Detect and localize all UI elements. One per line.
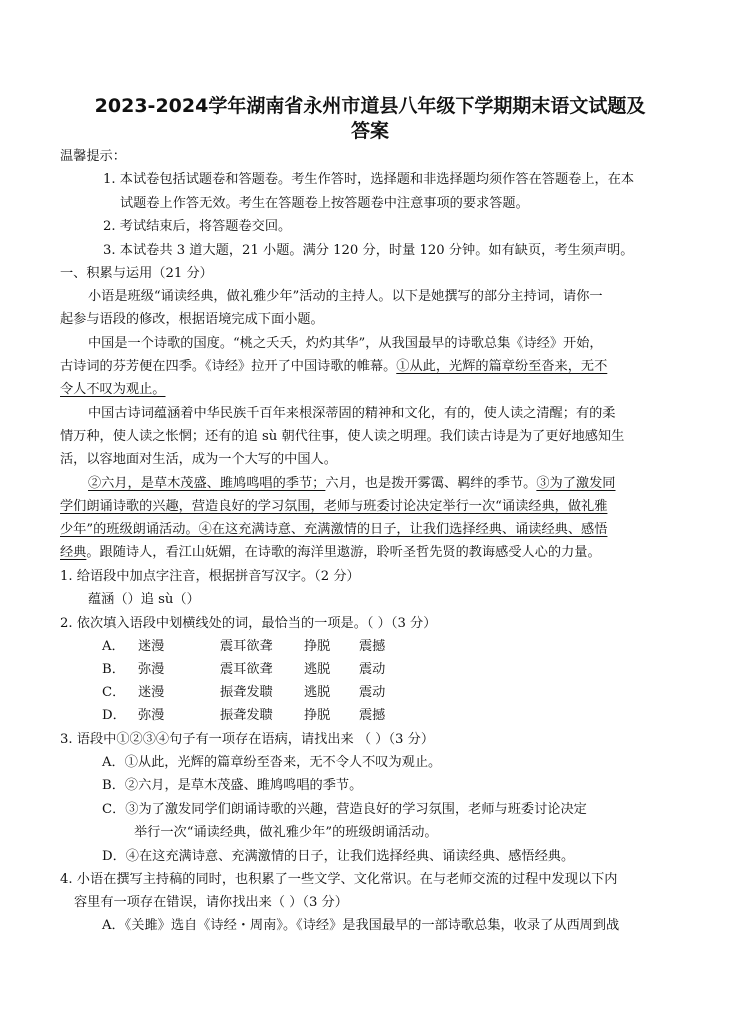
tips-heading: 温馨提示： <box>60 149 126 164</box>
sentence-4-underlined: 经典 <box>60 545 87 560</box>
passage-p2-line-2: 情万种，使人读之怅惘；还有的追 sù 朝代往事，使人读之明理。我们读古诗是为了更好地感知生 <box>60 429 625 444</box>
q3-option-c-line-2: 举行一次“诵读经典，做礼雅少年”的班级朗诵活动。 <box>134 825 438 840</box>
passage-p2-line-1: 中国古诗词蕴涵着中华民族千百年来根深蒂固的精神和文化，有的，使人读之清醒；有的柔 <box>88 406 616 421</box>
question-4-line-2: 容里有一项存在错误，请你找出来（ ）（3 分） <box>74 895 348 910</box>
passage-p1-line-2 <box>60 355 607 379</box>
question-4-line-1: 4. 小语在撰写主持稿的同时，也积累了一些文学、文化常识。在与老师交流的过程中发现以下内 <box>60 872 618 887</box>
sentence-2-underlined: ②六月，是草木茂盛、雎鸠鸣唱的季节； <box>88 476 326 491</box>
q3-option-a: A．①从此，光辉的篇章纷至沓来，无不令人不叹为观止。 <box>102 755 442 770</box>
passage-p3-line-3: 少年”的班级朗诵活动。④在这充满诗意、充满激情的日子，让我们选择经典、诵读经典、感悟 <box>60 522 608 537</box>
passage-text: 六月，也是拨开雾霭、羁绊的季节。 <box>325 476 537 491</box>
passage-p3-line-4 <box>60 541 601 565</box>
q4-option-a: A．《关雎》选自《诗经・周南》。《诗经》是我国最早的一部诗歌总集，收录了从西周到战 <box>102 918 620 933</box>
tip-1-line-2: 试题卷上作答无效。考生在答题卷上按答题卷中注意事项的要求答题。 <box>120 196 529 211</box>
section-heading: 一、积累与运用（21 分） <box>60 266 213 281</box>
q2-option-b: B． 弥漫 震耳欲聋 逃脱 震动 <box>102 662 386 677</box>
passage-p3-line-2: 学们朗诵诗歌的兴趣，营造良好的学习氛围，老师与班委讨论决定举行一次“诵读经典，做礼雅 <box>60 499 608 514</box>
title-line-1: 2023-2024学年湖南省永州市道县八年级下学期期末语文试题及 <box>94 95 646 117</box>
q2-option-c: C． 迷漫 振聋发聩 逃脱 震动 <box>102 685 386 700</box>
passage-p2-line-3: 活，以容地面对生活，成为一个大写的中国人。 <box>60 452 337 467</box>
q2-option-a: A． 迷漫 震耳欲聋 挣脱 震撼 <box>102 639 386 654</box>
passage-text: 古诗词的芬芳便在四季。《诗经》拉开了中国诗歌的帷幕。 <box>60 359 397 374</box>
sentence-3-underlined: ③为了激发同 <box>536 476 616 491</box>
intro-line-1: 小语是班级“诵读经典，做礼雅少年”活动的主持人。以下是她撰写的部分主持词，请你一 <box>88 289 603 304</box>
question-3: 3. 语段中①②③④句子有一项存在语病，请找出来 （ ）（3 分） <box>60 732 435 747</box>
question-1: 1. 给语段中加点字注音，根据拼音写汉字。（2 分） <box>60 569 360 584</box>
q3-option-b: B．②六月，是草木茂盛、雎鸠鸣唱的季节。 <box>102 778 363 793</box>
q2-option-d: D． 弥漫 振聋发聩 挣脱 震撼 <box>102 708 386 723</box>
page-title <box>60 94 680 144</box>
tip-3: 3. 本试卷共 3 道大题，21 小题。满分 120 分，时量 120 分钟。如有缺页，考生须声明。 <box>103 243 634 258</box>
tip-2: 2. 考试结束后，将答题卷交回。 <box>103 219 292 234</box>
q3-option-d: D．④在这充满诗意、充满激情的日子，让我们选择经典、诵读经典、感悟经典。 <box>102 849 575 864</box>
passage-p3-line-1 <box>88 472 616 496</box>
intro-line-2: 起参与语段的修改，根据语境完成下面小题。 <box>60 312 324 327</box>
passage-p1-line-1: 中国是一个诗歌的国度。“桃之夭夭，灼灼其华”，从我国最早的诗歌总集《诗经》开始， <box>88 336 603 351</box>
question-1-blanks: 蕴涵（）追 sù（） <box>88 592 200 607</box>
sentence-1-underlined: ①从此，光辉的篇章纷至沓来，无不 <box>396 359 608 374</box>
q3-option-c-line-1: C．③为了激发同学们朗诵诗歌的兴趣，营造良好的学习氛围，老师与班委讨论决定 <box>102 802 587 817</box>
question-2: 2. 依次填入语段中划横线处的词，最恰当的一项是。（ ）（3 分） <box>60 616 437 631</box>
tip-1-line-1: 1. 本试卷包括试题卷和答题卷。考生作答时，选择题和非选择题均须作答在答题卷上，在本 <box>103 172 635 187</box>
title-line-2: 答案 <box>350 120 389 142</box>
passage-text: 。跟随诗人，看江山妩媚，在诗歌的海洋里遨游，聆听圣哲先贤的教诲感受人心的力量。 <box>86 545 601 560</box>
passage-p1-line-3: 令人不叹为观止。 <box>60 382 166 397</box>
